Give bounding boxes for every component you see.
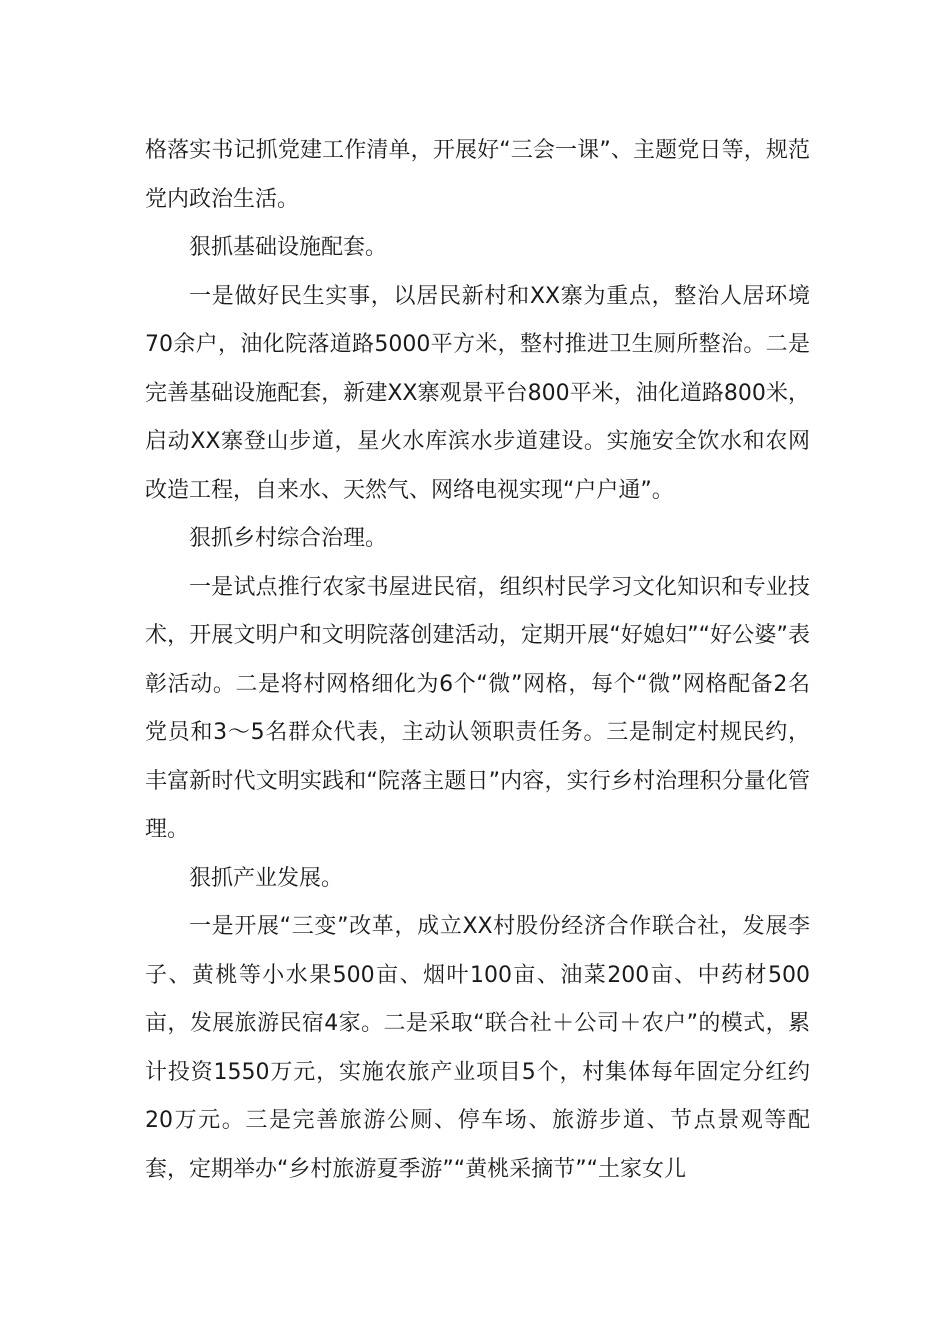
document-body (145, 127, 810, 1194)
heading-governance: 狠抓乡村综合治理。 (189, 526, 388, 551)
paragraph-industry: 一是开展“三变”改革，成立XX村股份经济合作联合社，发展李子、黄桃等小水果500亩、烟叶100亩、油菜200亩、中药材500亩，发展旅游民宿4家。二是采取“联合社＋公司＋农户”的模式，累计投资1550万元，实施农旅产业项目5个，村集体每年固定分红约20万元。三是完善旅游公厕、停车场、旅游步道、节点景观等配套，定期举办“乡村旅游夏季游”“黄桃采摘节”“土家女儿 (145, 914, 810, 1182)
paragraph-governance: 一是试点推行农家书屋进民宿，组织村民学习文化知识和专业技术，开展文明户和文明院落创建活动，定期开展“好媳妇”“好公婆”表彰活动。二是将村网格细化为6个“微”网格，每个“微”网格配备2名党员和3～5名群众代表，主动认领职责任务。三是制定村规民约，丰富新时代文明实践和“院落主题日”内容，实行乡村治理积分量化管理。 (145, 574, 810, 842)
heading-infrastructure: 狠抓基础设施配套。 (189, 235, 388, 260)
paragraph-continuation: 格落实书记抓党建工作清单，开展好“三会一课”、主题党日等，规范党内政治生活。 (145, 138, 810, 212)
heading-industry: 狠抓产业发展。 (189, 865, 344, 891)
paragraph-infrastructure: 一是做好民生实事，以居民新村和XX寨为重点，整治人居环境70余户，油化院落道路5000平方米，整村推进卫生厕所整治。二是完善基础设施配套，新建XX寨观景平台800平米，油化道路800米，启动XX寨登山步道，星火水库滨水步道建设。实施安全饮水和农网改造工程，自来水、天然气、网络电视实现“户户通”。 (145, 283, 811, 503)
